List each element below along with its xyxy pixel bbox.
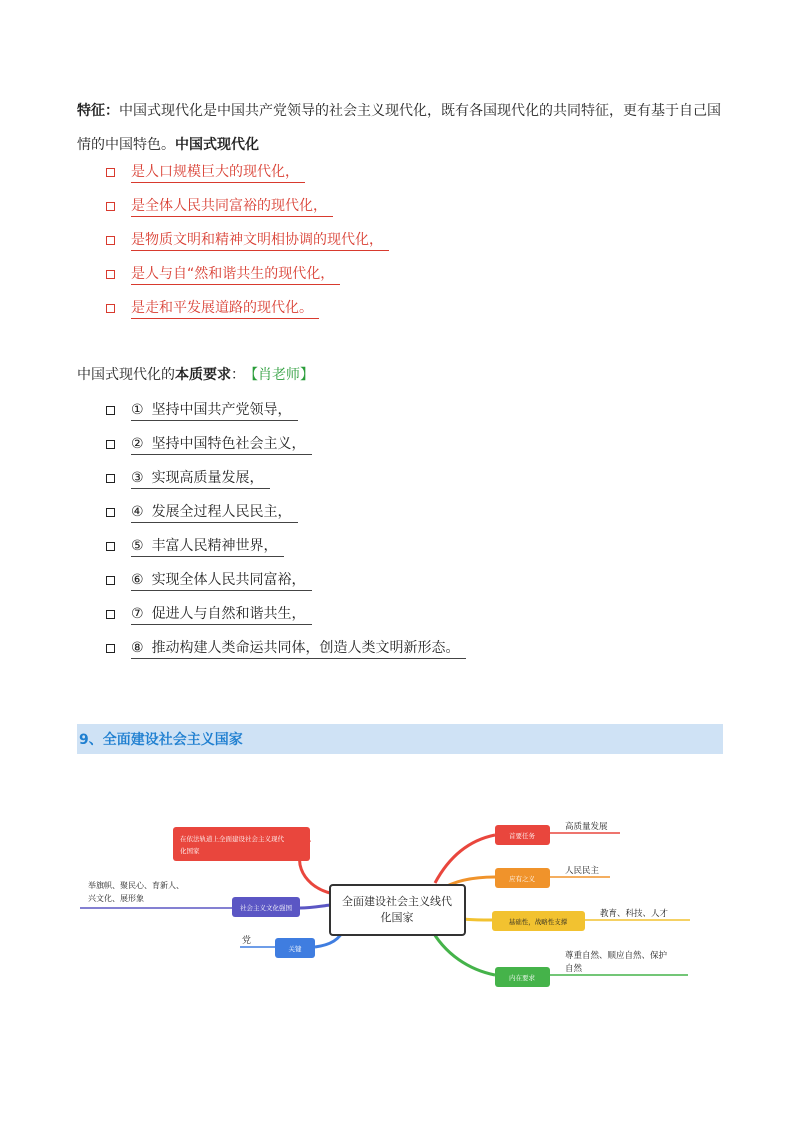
feature-bold-tail: 中国式现代化 [175,137,259,153]
right-note: 高质量发展 [565,822,608,832]
feature-item-text: 是全体人民共同富裕的现代化， [131,195,333,217]
left-note: 兴文化、展形象 [88,894,144,903]
item-label: 实现全体人民共同富裕， [151,572,306,588]
left-node-text: 社会主义文化强国 [240,904,292,912]
feature-item [106,155,389,189]
checkbox-icon [106,236,115,245]
essence-bold: 本质要求 [175,367,231,383]
feature-item [106,189,389,223]
feature-item-text: 是人口规模巨大的现代化， [131,161,305,183]
section-header [77,724,723,754]
right-note: 人民民主 [565,866,600,876]
right-note: 尊重自然、顺应自然、保护 [565,951,668,961]
right-node-text: 首要任务 [509,832,535,840]
checkbox-icon [106,270,115,279]
right-node-text: 内在要求 [509,974,535,982]
feature-colon: ： [105,103,119,119]
requirement-item [106,563,466,597]
item-label: 坚持中国特色社会主义， [151,436,306,452]
requirement-item-text [131,637,466,659]
feature-item-text: 是人与自“然和谐共生的现代化， [131,263,340,285]
requirement-item-text [131,535,284,557]
right-note: 教育、科技、人才 [600,909,669,919]
requirement-item-text [131,399,298,421]
requirement-item [106,597,466,631]
feature-item-text: 是走和平发展道路的现代化。 [131,297,319,319]
checkbox-icon [106,542,115,551]
feature-label: 特征 [77,103,105,119]
item-label: 丰富人民精神世界， [151,538,278,554]
checkbox-icon [106,406,115,415]
checkbox-icon [106,474,115,483]
checkbox-icon [106,644,115,653]
item-number: ⑦ [131,606,144,622]
essence-heading [77,362,314,388]
checkbox-icon [106,576,115,585]
feature-item [106,223,389,257]
requirement-item [106,495,466,529]
item-number: ④ [131,504,144,520]
item-label: 促进人与自然和谐共生， [151,606,306,622]
checkbox-icon [106,202,115,211]
right-node-text: 应有之义 [509,875,535,883]
teacher-tag: 【肖老师】 [251,367,314,383]
feature-item [106,291,389,325]
center-node-line1: 全面建设社会主义线代 [342,895,452,908]
checkbox-icon [106,508,115,517]
item-number: ② [131,436,144,452]
checkbox-icon [106,440,115,449]
item-number: ⑧ [131,640,144,656]
section-title: 9、全面建设社会主义国家 [79,732,243,748]
requirement-item [106,631,466,665]
checkbox-icon [106,304,115,313]
checkbox-icon [106,168,115,177]
requirement-item-text [131,569,312,591]
item-number: ⑥ [131,572,144,588]
item-number: ① [131,402,144,418]
center-node-line2: 化国家 [380,911,414,924]
feature-item [106,257,389,291]
item-number: ③ [131,470,144,486]
requirement-item [106,427,466,461]
feature-paragraph [77,94,727,162]
mind-map [60,815,740,1000]
left-node-rule-of-law [173,827,310,861]
right-node-text: 基础性，战略性支撑 [508,918,568,926]
requirement-item [106,393,466,427]
requirement-item-text [131,603,312,625]
left-node-text: 化国家 [180,847,200,855]
essence-colon: ： [231,367,245,383]
item-label: 发展全过程人民民主， [151,504,292,520]
feature-list [106,155,389,325]
item-label: 实现高质量发展， [151,470,264,486]
requirement-list [106,393,466,665]
requirement-item-text [131,501,298,523]
feature-item-text: 是物质文明和精神文明相协调的现代化， [131,229,389,251]
essence-prefix: 中国式现代化的 [77,367,175,383]
item-number: ⑤ [131,538,144,554]
requirement-item [106,461,466,495]
left-node-text: 在依法轨道上全面建设社会主义现代 [180,835,284,843]
branch-line [300,905,330,908]
left-note: 举旗帜、聚民心、育新人、 [88,881,184,890]
left-node-text: 关键 [288,945,302,953]
checkbox-icon [106,610,115,619]
left-note: 党 [242,936,252,946]
feature-text: 中国式现代化是中国共产党领导的社会主义现代化，既有各国现代化的共同特征，更有基于自己国情的中国特色。 [77,103,721,153]
center-node [330,885,465,935]
right-note: 自然 [565,964,583,974]
item-label: 坚持中国共产党领导， [151,402,292,418]
item-label: 推动构建人类命运共同体，创造人类文明新形态。 [151,640,460,656]
requirement-item-text [131,467,270,489]
requirement-item [106,529,466,563]
requirement-item-text [131,433,312,455]
